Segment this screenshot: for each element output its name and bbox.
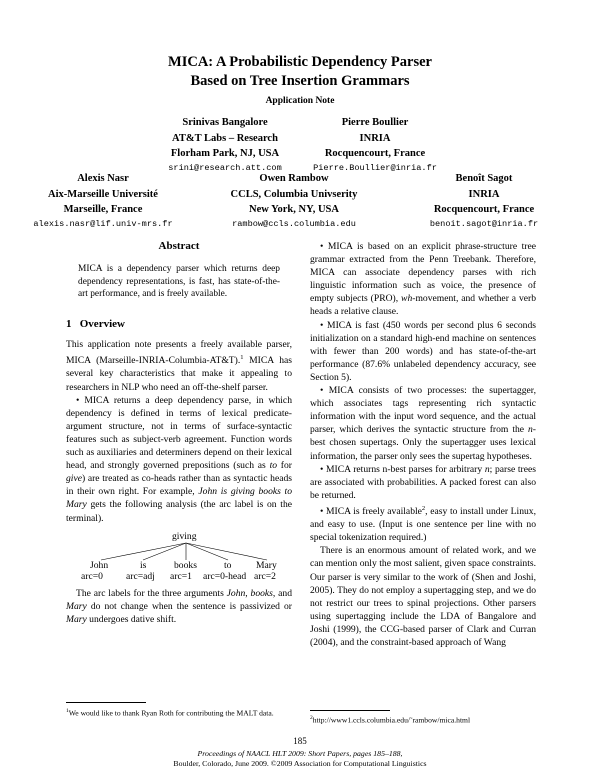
author-name: Alexis Nasr: [77, 173, 129, 184]
text-span: The arc labels for the three arguments: [76, 587, 227, 599]
tree-leaf-label: arc=0-head: [203, 570, 247, 582]
footnote-text: We would like to thank Ryan Roth for contributing the MALT data.: [68, 708, 274, 718]
footnote-rule: [310, 710, 390, 711]
footnote-marker[interactable]: 1: [240, 354, 244, 362]
section-title: Overview: [79, 318, 125, 331]
bullet-deep-dependency: [66, 394, 292, 525]
italic-term: books: [250, 587, 273, 599]
italic-term: wh: [401, 293, 413, 305]
abstract-heading: Abstract: [158, 240, 200, 252]
tree-leaf-word: is: [140, 559, 147, 571]
paper-title-line2: Based on Tree Insertion Grammars: [190, 73, 410, 89]
footnote-url[interactable]: http://www1.ccls.columbia.edu/˜rambow/mica.html: [312, 715, 471, 725]
author-affiliation: CCLS, Columbia Univserity: [230, 188, 358, 200]
tree-leaf-label: arc=2: [254, 570, 276, 582]
footnote-number: 2: [310, 715, 313, 721]
tree-leaf-word: Mary: [256, 559, 277, 571]
author-nasr: [8, 171, 198, 231]
author-affiliation: INRIA: [468, 188, 500, 200]
tree-leaf-label: arc=0: [81, 570, 103, 582]
bullet-two-processes: [310, 384, 536, 463]
author-affiliation: AT&T Labs – Research: [172, 132, 278, 144]
bullet-nbest: [310, 463, 536, 502]
section-number: 1: [66, 318, 72, 331]
text-span: , and: [272, 587, 292, 599]
page-number: 185: [293, 736, 307, 746]
tree-edge: [143, 543, 186, 560]
section-heading-overview: [66, 318, 292, 330]
bullet-freely-available: [310, 502, 536, 544]
author-sagot: [394, 171, 574, 231]
author-bangalore: [150, 115, 300, 175]
overview-para-1: [66, 338, 292, 394]
footnote-marker[interactable]: 2: [421, 504, 426, 512]
tree-root: giving: [172, 530, 197, 542]
text-span: • MICA consists of two processes: the supertagger, which associates tags representing rich syntactic information with the input word sequence, and the actual parser, which derives the syntactic structure from the: [310, 385, 536, 436]
author-name: Srinivas Bangalore: [182, 117, 268, 128]
footnote-2: [310, 713, 536, 726]
author-email[interactable]: alexis.nasr@lif.univ-mrs.fr: [33, 218, 173, 229]
tree-leaf-label: arc=1: [170, 570, 192, 582]
italic-term: n: [528, 424, 533, 436]
overview-text: [66, 338, 292, 525]
related-work-para: There is an enormous amount of related work, and we can mention only the most salient, given space constraints. Our parser is very similar to the work of (Shen and Joshi, 2005). They do not employ a supertagging step, and we do not restrict our trees to spinal projections. Other parsers using supertagging include the LDA of Bangalore and Joshi (1999), the CCG-based parser of Clark and Curran (2004), and the constraint-based approach of Wang: [310, 545, 536, 648]
author-location: Marseille, France: [63, 204, 143, 215]
author-email[interactable]: benoit.sagot@inria.fr: [429, 218, 539, 229]
text-span: do not change when the sentence is passivized or: [86, 600, 292, 612]
author-location: Rocquencourt, France: [324, 148, 426, 159]
author-email[interactable]: Pierre.Boullier@inria.fr: [313, 162, 437, 173]
venue-copyright-line: Boulder, Colorado, June 2009. ©2009 Association for Computational Linguistics: [173, 759, 427, 768]
footnote-rule: [66, 702, 146, 703]
tree-leaf-label: arc=adj: [126, 570, 155, 582]
tree-edge: [101, 543, 186, 560]
bullet-phrase-structure: [310, 240, 536, 319]
tree-edge: [186, 543, 228, 560]
application-note: Application Note: [265, 96, 335, 106]
bullet-fast: • MICA is fast (450 words per second plus 6 seconds initialization on a standard high-end machine on sentences with fewer than 200 words) and has state-of-the-art performance (87.6% unlabeled dependency accuracy, see Section 5).: [310, 319, 536, 383]
italic-term: Mary: [66, 600, 87, 612]
tree-leaf-word: to: [224, 559, 232, 571]
text-span: • MICA returns n-best parses for arbitrary: [320, 463, 485, 475]
author-name: Owen Rambow: [259, 173, 329, 184]
author-name: Pierre Boullier: [341, 117, 409, 128]
text-span: for: [277, 460, 292, 472]
after-tree-text: [66, 587, 292, 626]
text-span: ; parse trees are associated with probabilities. A packed forest can also be returned.: [310, 463, 536, 501]
text-span: , easy to install under Linux, and easy to use. (Input is one sentence per line with no special tokenization required.): [310, 506, 536, 544]
author-name: Benoît Sagot: [455, 173, 513, 184]
text-span: This application note presents a freely available parser, MICA (Marseille-INRIA-Columbia-AT&T).: [66, 339, 292, 367]
tree-edge: [186, 543, 267, 560]
text-span: -best chosen supertags. Only the supertagger uses lexical information, the parser only sees the supertag hypotheses.: [310, 424, 536, 462]
text-span: ,: [245, 587, 251, 599]
author-location: New York, NY, USA: [249, 204, 339, 215]
italic-example: John is giving books to Mary: [66, 486, 293, 511]
paper-title-line1: MICA: A Probabilistic Dependency Parser: [168, 54, 432, 70]
tree-leaf-word: John: [90, 559, 109, 571]
author-email[interactable]: srini@research.att.com: [168, 162, 282, 173]
italic-term: n: [484, 463, 490, 475]
text-span: gets the following analysis (the arc label is on the terminal).: [66, 499, 292, 524]
author-affiliation: Aix-Marseille Université: [48, 188, 158, 200]
author-email[interactable]: rambow@ccls.columbia.edu: [232, 218, 356, 229]
text-span: • MICA is based on an explicit phrase-structure tree grammar extracted from the Penn Treebank. Therefore, MICA can associate dependency parses with rich linguistic information such as voice, the presence of empty subjects (PRO),: [310, 241, 536, 305]
author-rambow: [204, 171, 384, 231]
author-affiliation: INRIA: [359, 132, 391, 144]
text-span: undergoes dative shift.: [86, 613, 177, 625]
author-boullier: [295, 115, 455, 175]
text-span: • MICA returns a deep dependency parse, in which dependency is defined in terms of lexical predicate-argument structure, not in terms of surface-syntactic features such as subject-verb agreement. Function words such as auxiliaries and determiners depend on their lexical head, and strongly governed prepositions (such as: [66, 394, 292, 472]
text-span: • MICA is freely available: [320, 506, 422, 518]
footnote-number: 1: [66, 708, 69, 714]
italic-term: Mary: [66, 613, 87, 625]
dependency-tree: [66, 531, 292, 583]
italic-term: to: [269, 460, 278, 472]
footnote-1: [66, 706, 292, 719]
author-location: Rocquencourt, France: [433, 204, 535, 215]
text-span: -movement, and whether a verb heads a relative clause.: [310, 293, 536, 318]
arc-labels-para: [66, 587, 292, 626]
left-column: [66, 240, 292, 626]
italic-term: John: [226, 587, 246, 599]
text-span: ) are treated as co-heads rather than as syntactic heads in their own right. For example,: [66, 473, 292, 498]
author-location: Florham Park, NJ, USA: [170, 148, 280, 159]
italic-term: give: [66, 473, 82, 485]
tree-leaf-word: books: [174, 559, 197, 571]
proceedings-line: Proceedings of NAACL HLT 2009: Short Papers, pages 185–188,: [197, 749, 403, 758]
right-column: [310, 240, 536, 649]
text-span: MICA has several key characteristics that make it appealing to researchers in NLP who need an off-the-shelf parser.: [66, 355, 292, 393]
abstract-text: MICA is a dependency parser which returns deep dependency representations, is fast, has state-of-the-art performance, and is freely available.: [78, 264, 280, 300]
